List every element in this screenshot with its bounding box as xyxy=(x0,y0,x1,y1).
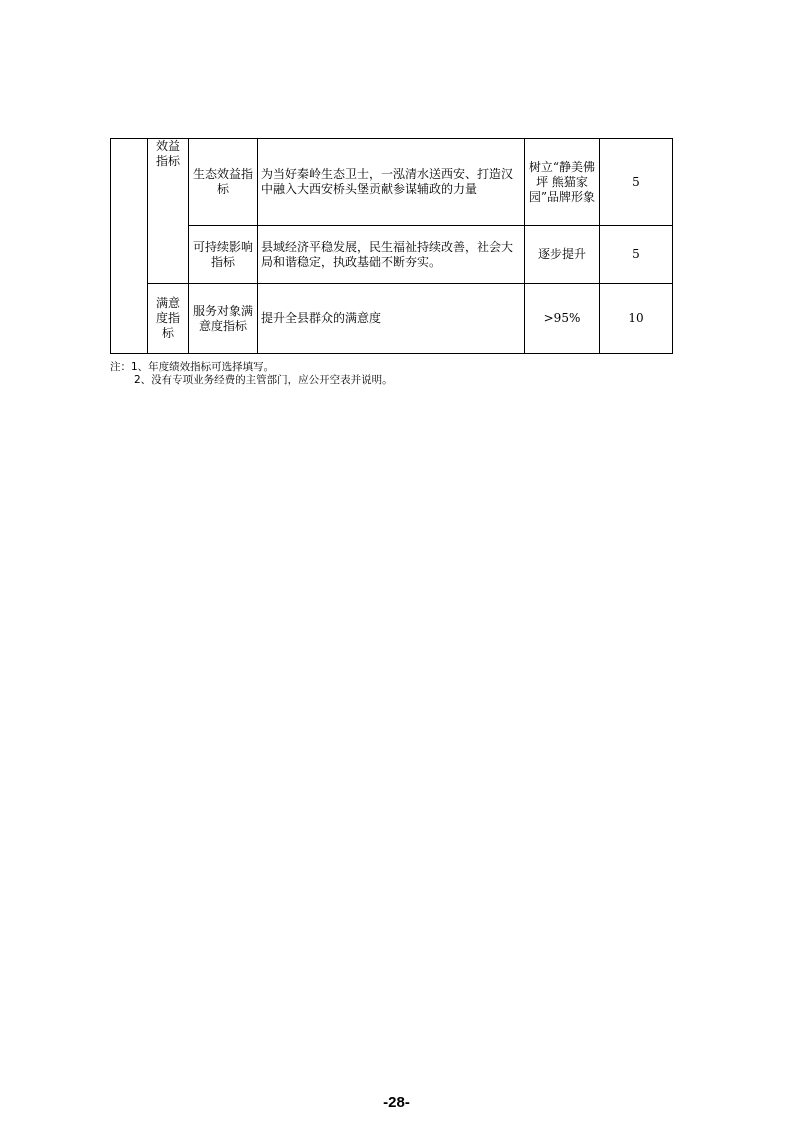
sub-indicator-cell: 服务对象满意度指标 xyxy=(189,284,258,354)
content-cell: 县域经济平稳发展，民生福祉持续改善，社会大局和谐稳定，执政基础不断夯实。 xyxy=(258,226,525,284)
target-cell: 逐步提升 xyxy=(525,226,600,284)
table-notes xyxy=(110,361,710,387)
target-cell: 树立“静美佛坪 熊猫家园”品牌形象 xyxy=(525,139,600,226)
table-row xyxy=(111,284,673,354)
empty-cell xyxy=(111,139,141,354)
page-number: -28- xyxy=(383,1094,410,1111)
note-line-2: 2、没有专项业务经费的主管部门，应公开空表并说明。 xyxy=(134,374,393,386)
group-benefit-cell: 效益指标 xyxy=(148,139,189,284)
note-line-1: 注：1、年度绩效指标可选择填写。 xyxy=(110,361,275,373)
table-row xyxy=(111,226,673,284)
empty-cell xyxy=(141,139,148,354)
sub-indicator-cell: 可持续影响指标 xyxy=(189,226,258,284)
content-cell: 提升全县群众的满意度 xyxy=(258,284,525,354)
target-cell: >95% xyxy=(525,284,600,354)
score-cell: 5 xyxy=(600,139,673,226)
content-cell: 为当好秦岭生态卫士，一泓清水送西安、打造汉中融入大西安桥头堡贡献参谋辅政的力量 xyxy=(258,139,525,226)
sub-indicator-cell: 生态效益指标 xyxy=(189,139,258,226)
group-satisfaction-cell: 满意度指标 xyxy=(148,284,189,354)
performance-table xyxy=(110,138,673,354)
table-row xyxy=(111,139,673,226)
score-cell: 5 xyxy=(600,226,673,284)
score-cell: 10 xyxy=(600,284,673,354)
